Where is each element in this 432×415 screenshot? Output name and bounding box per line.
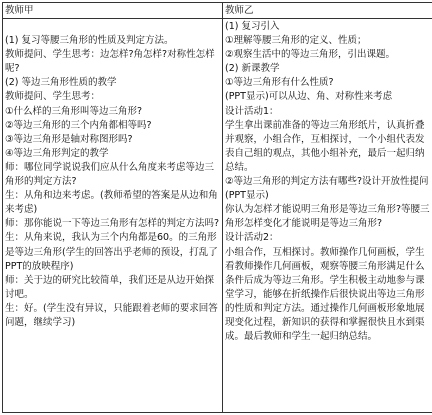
header-teacher-b: 教师乙 [223,3,432,19]
right-paragraph: ①等边三角形有什么性质? [225,77,334,89]
right-paragraph: 学生拿出课前准备的等边三角形纸片，认真折叠并观察，小组合作，互相探讨，一个小组代表发表自己组的观点，其他小组补充，最后一起归纳总结。 [225,119,425,173]
left-paragraph: 生：从角来说，我认为三个内角都是60。的三角形是等边三角形(学生的回答出乎老师的预设，打乱了PPT的放映程序) [5,232,218,272]
left-paragraph: (1) 复习等腰三角形的性质及判定方法。 [5,35,174,47]
right-paragraph: (2) 新课教学 [225,63,280,75]
left-paragraph: ④等边三角形判定的教学 [5,147,109,159]
right-paragraph: 设计活动2： [225,232,279,244]
right-paragraph: ②观察生活中的等边三角形，引出课题。 [225,49,396,61]
right-paragraph: ①理解等腰三角形的定义、性质； [225,35,367,47]
right-paragraph: ②等边三角形的判定方法有哪些?设计开放性提问(PPT显示) [225,176,429,202]
blank-line [5,20,220,34]
right-paragraph: (PPT显示)可以从边、角、对称性来考虑 [225,91,393,103]
left-paragraph: 师：关于边的研究比较简单，我们还是从边开始探讨吧。 [5,274,215,300]
right-paragraph: 小组合作，互相探讨。教师操作几何画板，学生看教师操作几何画板，观察等腰三角形满足什么条件后成为等边三角形。学生积极主动地参与课堂学习，能够在折纸操作后很快说出等边三角形的性质和判定方法。通过操作几何画板形象地展现变化过程，新知识的获得和掌握很快且水到渠成。最后教师和学生一起归纳总结。 [225,246,425,343]
teacher-b-content [223,19,432,413]
left-paragraph: 生：从角和边来考虑。(教师希望的答案是从边和角来考虑) [5,190,218,216]
left-paragraph: 师：哪位同学说说我们应从什么角度来考虑等边三角形的判定方法? [5,161,215,188]
lesson-comparison-table [2,2,432,413]
left-paragraph: 教师提问、学生思考： [5,91,101,103]
header-teacher-a: 教师甲 [3,3,223,19]
left-paragraph: 教师提问、学生思考：边怎样?角怎样?对称性怎样呢? [5,49,215,75]
left-paragraph: ②等边三角形的三个内角都相等吗? [5,119,152,131]
right-paragraph: 设计活动1： [225,105,279,117]
left-paragraph: (2) 等边三角形性质的教学 [5,77,117,89]
right-paragraph: 你认为怎样才能说明三角形是等边三角形?等腰三角形怎样变化才能说明是等边三角形? [225,204,430,230]
body-row [3,19,432,413]
left-paragraph: 师：那你能说一下等边三角形有怎样的判定方法吗? [5,218,220,230]
header-row [3,3,432,19]
left-paragraph: ①什么样的三角形叫等边三角形? [5,105,143,117]
left-paragraph: ③等边三角形是轴对称图形吗? [5,133,133,145]
teacher-a-content [3,19,223,413]
right-paragraph: (1) 复习引入 [225,21,280,32]
left-paragraph: 生：好。(学生没有异议，只能跟着老师的要求回答问题，继续学习) [5,302,218,328]
